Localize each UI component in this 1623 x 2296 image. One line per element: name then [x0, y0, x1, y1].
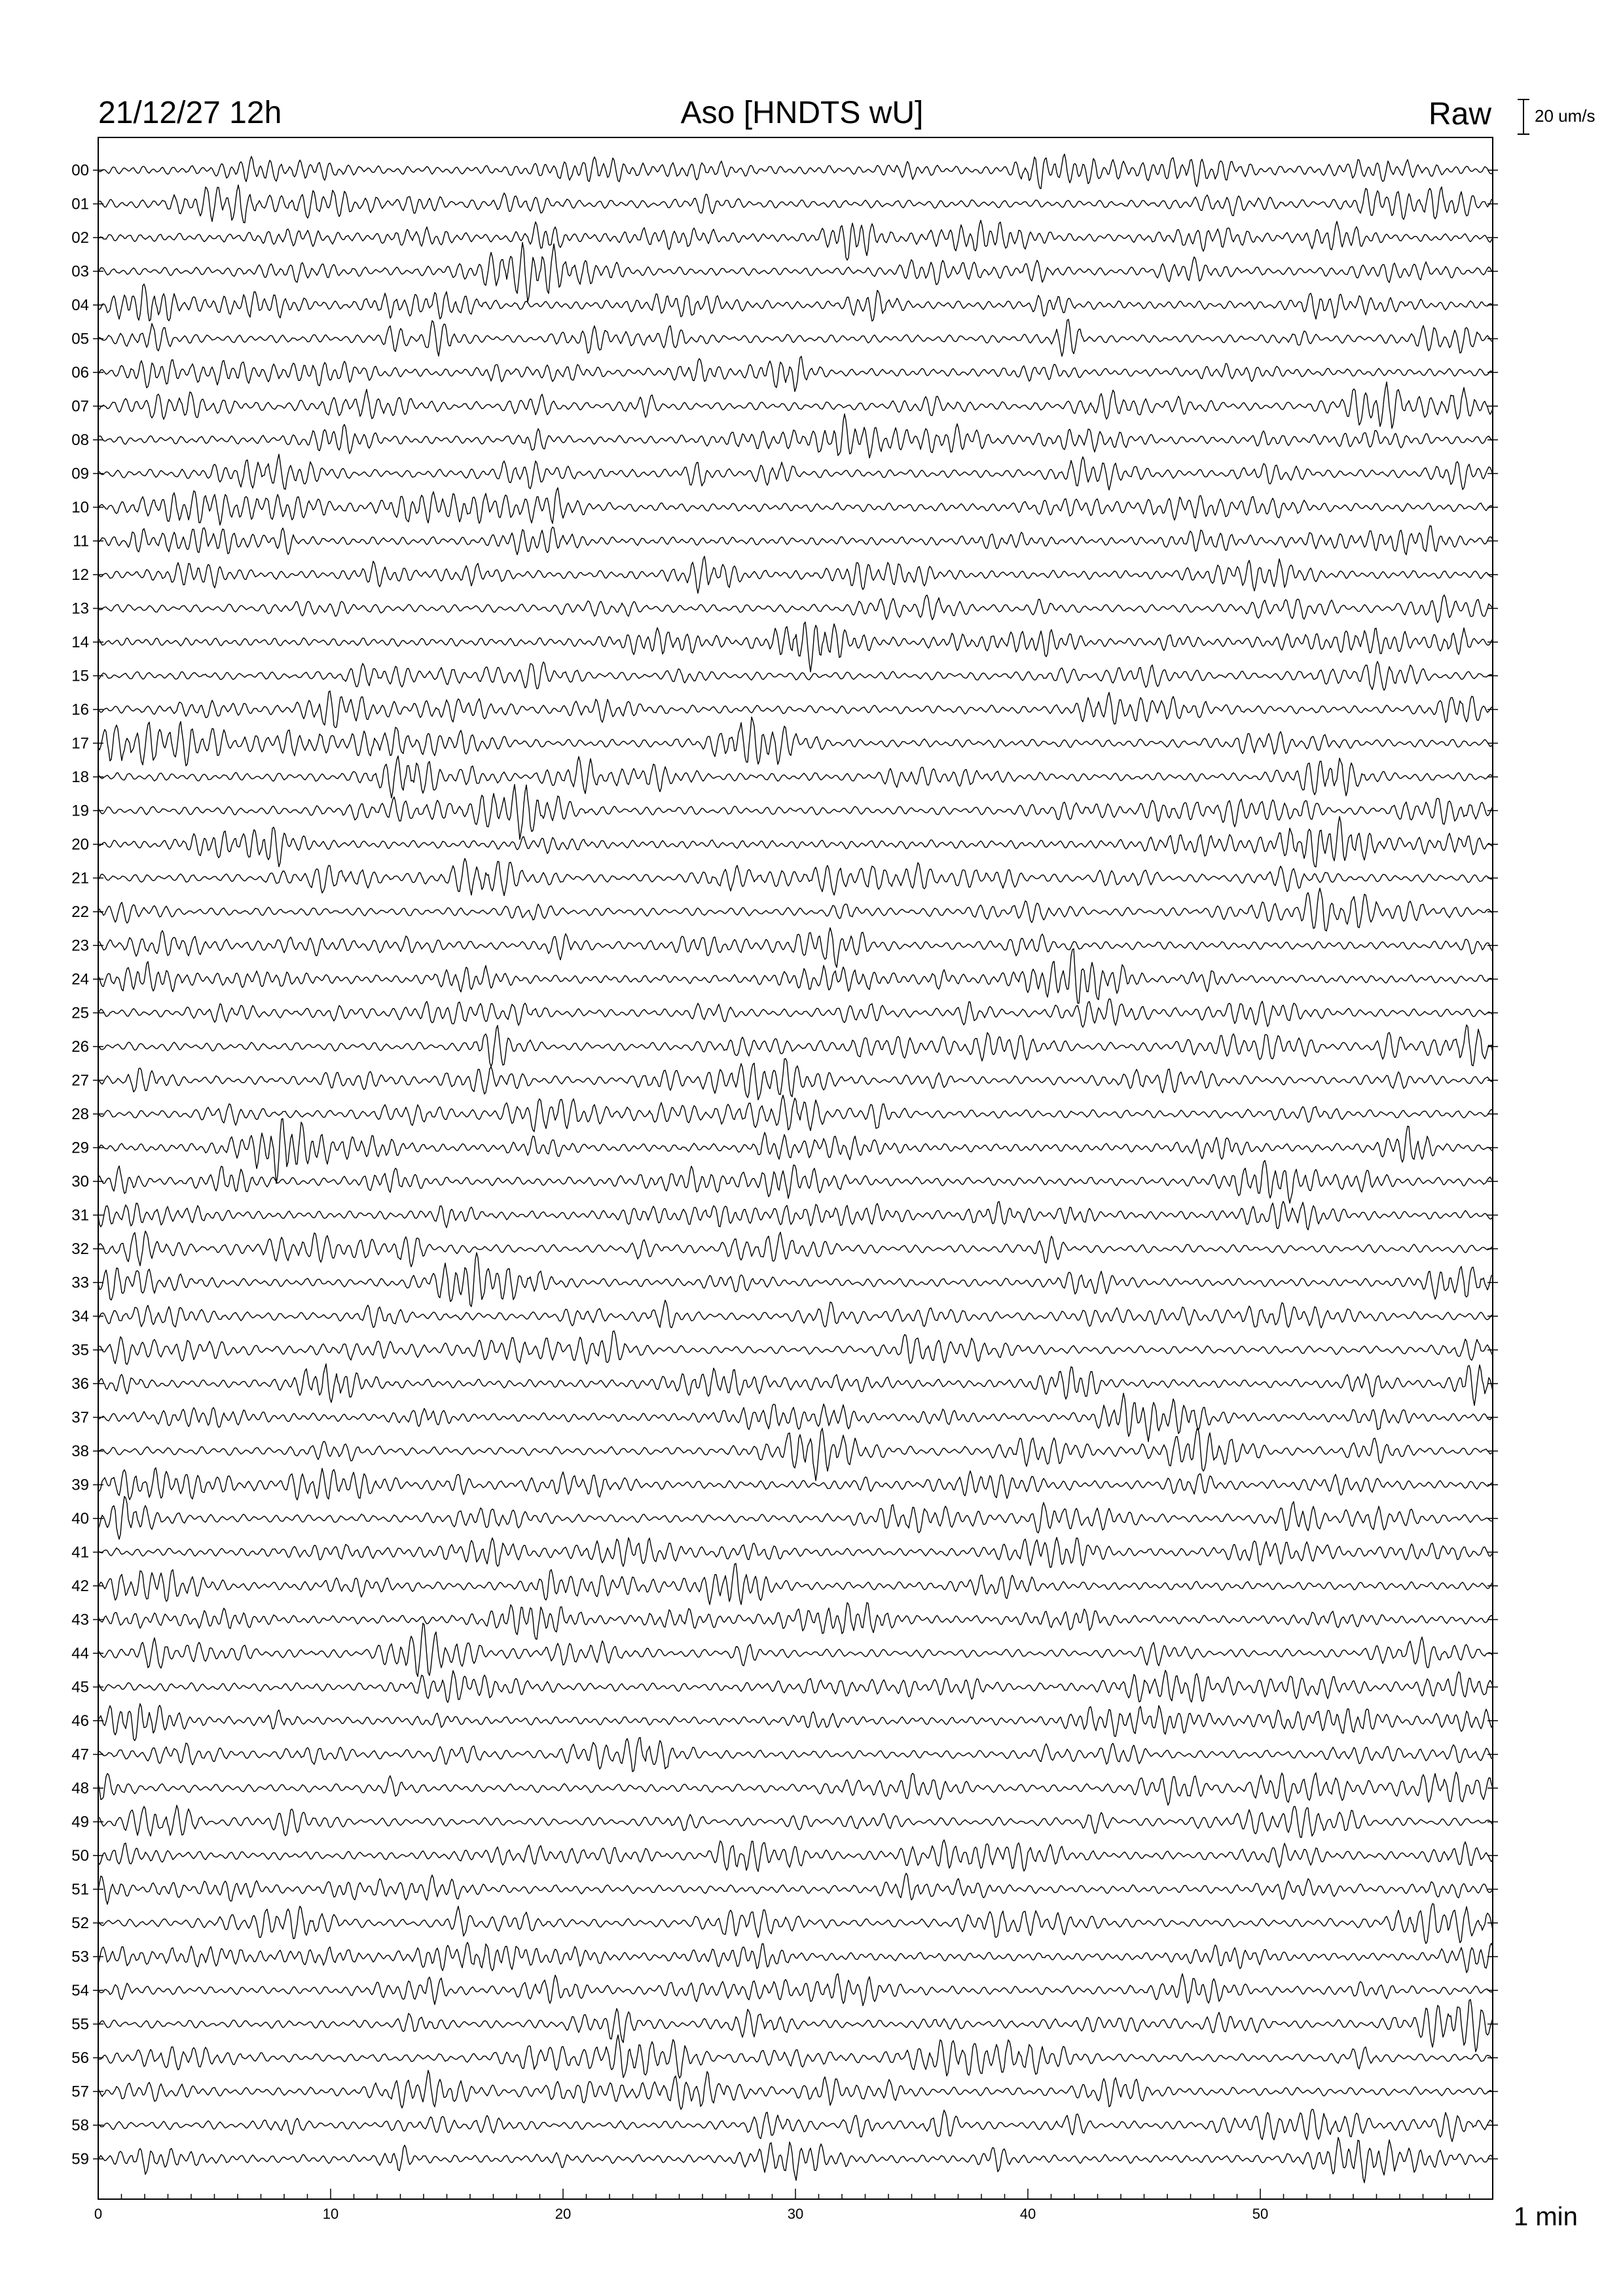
trace-row-57: [98, 2070, 1493, 2109]
row-label-39: 39: [71, 1476, 89, 1494]
trace-row-16: [98, 691, 1493, 728]
row-label-32: 32: [71, 1240, 89, 1258]
row-label-30: 30: [71, 1173, 89, 1191]
row-label-59: 59: [71, 2150, 89, 2168]
trace-row-31: [98, 1202, 1493, 1230]
row-label-15: 15: [71, 667, 89, 685]
trace-row-45: [98, 1670, 1493, 1702]
row-label-53: 53: [71, 1948, 89, 1966]
row-label-44: 44: [71, 1645, 89, 1662]
trace-row-20: [98, 817, 1493, 867]
row-label-56: 56: [71, 2049, 89, 2067]
trace-row-14: [98, 622, 1493, 672]
trace-row-59: [98, 2138, 1493, 2183]
trace-row-21: [98, 859, 1493, 896]
trace-row-27: [98, 1058, 1493, 1100]
trace-row-54: [98, 1974, 1493, 2006]
trace-row-46: [98, 1704, 1493, 1740]
trace-row-24: [98, 949, 1493, 1003]
row-label-29: 29: [71, 1139, 89, 1157]
x-axis: [94, 2189, 1493, 2222]
row-label-58: 58: [71, 2117, 89, 2134]
trace-row-05: [98, 319, 1493, 356]
row-label-25: 25: [71, 1004, 89, 1022]
row-label-12: 12: [71, 566, 89, 584]
trace-row-13: [98, 595, 1493, 622]
row-label-10: 10: [71, 499, 89, 516]
trace-row-18: [98, 756, 1493, 798]
row-label-49: 49: [71, 1813, 89, 1831]
row-label-14: 14: [71, 634, 89, 651]
trace-row-25: [98, 999, 1493, 1027]
trace-row-12: [98, 556, 1493, 594]
row-label-47: 47: [71, 1746, 89, 1764]
trace-row-34: [98, 1300, 1493, 1328]
trace-row-35: [98, 1331, 1493, 1365]
row-label-17: 17: [71, 734, 89, 753]
x-tick-label-10: 10: [322, 2206, 339, 2222]
x-tick-label-50: 50: [1252, 2206, 1269, 2222]
trace-group: [98, 154, 1493, 2183]
row-label-50: 50: [71, 1847, 89, 1865]
row-label-41: 41: [71, 1543, 89, 1562]
row-label-40: 40: [71, 1510, 89, 1528]
row-label-00: 00: [71, 162, 89, 179]
row-label-51: 51: [71, 1880, 89, 1899]
trace-row-50: [98, 1840, 1493, 1871]
row-label-57: 57: [71, 2083, 89, 2101]
trace-row-40: [98, 1496, 1493, 1539]
row-label-13: 13: [71, 600, 89, 618]
trace-row-02: [98, 221, 1493, 260]
trace-row-26: [98, 1025, 1493, 1067]
header-datetime: 21/12/27 12h: [98, 96, 282, 130]
trace-row-04: [98, 284, 1493, 321]
trace-row-10: [98, 488, 1493, 525]
trace-row-03: [98, 242, 1493, 302]
row-label-35: 35: [71, 1341, 89, 1359]
trace-row-38: [98, 1428, 1493, 1480]
row-label-16: 16: [71, 701, 89, 719]
trace-row-06: [98, 356, 1493, 391]
row-label-20: 20: [71, 836, 89, 853]
trace-row-30: [98, 1160, 1493, 1203]
row-label-23: 23: [71, 937, 89, 955]
trace-row-56: [98, 2035, 1493, 2078]
x-tick-label-20: 20: [555, 2206, 572, 2222]
trace-row-19: [98, 785, 1493, 840]
row-label-45: 45: [71, 1678, 89, 1696]
x-tick-label-30: 30: [787, 2206, 804, 2222]
row-label-52: 52: [71, 1914, 89, 1932]
trace-row-08: [98, 414, 1493, 457]
trace-row-52: [98, 1904, 1493, 1944]
header-station: Aso [HNDTS wU]: [680, 96, 924, 130]
row-label-09: 09: [71, 465, 89, 483]
row-label-02: 02: [71, 229, 89, 247]
row-label-04: 04: [71, 296, 89, 314]
row-label-06: 06: [71, 364, 89, 382]
row-label-27: 27: [71, 1071, 89, 1090]
trace-row-36: [98, 1364, 1493, 1406]
row-label-38: 38: [71, 1443, 89, 1460]
amplitude-scale-bar: [1518, 99, 1529, 134]
trace-row-42: [98, 1564, 1493, 1605]
scale-label: 20 um/s: [1535, 106, 1596, 126]
trace-row-53: [98, 1943, 1493, 1973]
row-label-11: 11: [73, 532, 89, 550]
trace-row-15: [98, 662, 1493, 691]
x-tick-label-0: 0: [94, 2206, 103, 2222]
trace-row-00: [98, 154, 1493, 189]
trace-row-11: [98, 526, 1493, 554]
trace-row-41: [98, 1537, 1493, 1568]
trace-row-51: [98, 1873, 1493, 1905]
row-label-48: 48: [71, 1780, 89, 1797]
trace-row-28: [98, 1095, 1493, 1132]
row-label-33: 33: [71, 1274, 89, 1292]
header-mode: Raw: [1428, 97, 1491, 132]
row-label-54: 54: [71, 1982, 89, 2000]
row-label-28: 28: [71, 1105, 89, 1123]
row-label-24: 24: [71, 971, 89, 988]
trace-row-29: [98, 1119, 1493, 1183]
trace-row-47: [98, 1738, 1493, 1772]
trace-row-55: [98, 2000, 1493, 2052]
row-label-55: 55: [71, 2015, 89, 2034]
trace-row-09: [98, 454, 1493, 490]
row-label-36: 36: [71, 1375, 89, 1393]
row-label-46: 46: [71, 1712, 89, 1730]
trace-row-49: [98, 1805, 1493, 1837]
trace-row-33: [98, 1253, 1493, 1307]
trace-row-58: [98, 2109, 1493, 2142]
trace-row-32: [98, 1231, 1493, 1267]
trace-row-23: [98, 928, 1493, 968]
row-label-34: 34: [71, 1308, 89, 1325]
trace-row-37: [98, 1393, 1493, 1442]
row-label-19: 19: [71, 802, 89, 820]
trace-row-44: [98, 1623, 1493, 1676]
row-label-21: 21: [71, 869, 89, 888]
row-label-42: 42: [71, 1577, 89, 1595]
trace-row-43: [98, 1603, 1493, 1640]
row-label-37: 37: [71, 1408, 89, 1427]
row-label-08: 08: [71, 431, 89, 449]
x-tick-label-40: 40: [1019, 2206, 1036, 2222]
trace-row-48: [98, 1772, 1493, 1806]
row-label-05: 05: [71, 330, 89, 348]
row-label-18: 18: [71, 768, 89, 786]
row-label-group: [71, 162, 1498, 2168]
row-label-26: 26: [71, 1038, 89, 1056]
trace-row-22: [98, 888, 1493, 931]
x-axis-label: 1 min: [1514, 2202, 1578, 2231]
row-label-22: 22: [71, 903, 89, 921]
row-label-43: 43: [71, 1611, 89, 1629]
trace-row-17: [98, 717, 1493, 766]
row-label-01: 01: [71, 195, 89, 213]
trace-row-39: [98, 1468, 1493, 1500]
row-label-07: 07: [71, 397, 89, 416]
row-label-31: 31: [71, 1206, 89, 1225]
row-label-03: 03: [71, 262, 89, 281]
trace-row-01: [98, 185, 1493, 223]
